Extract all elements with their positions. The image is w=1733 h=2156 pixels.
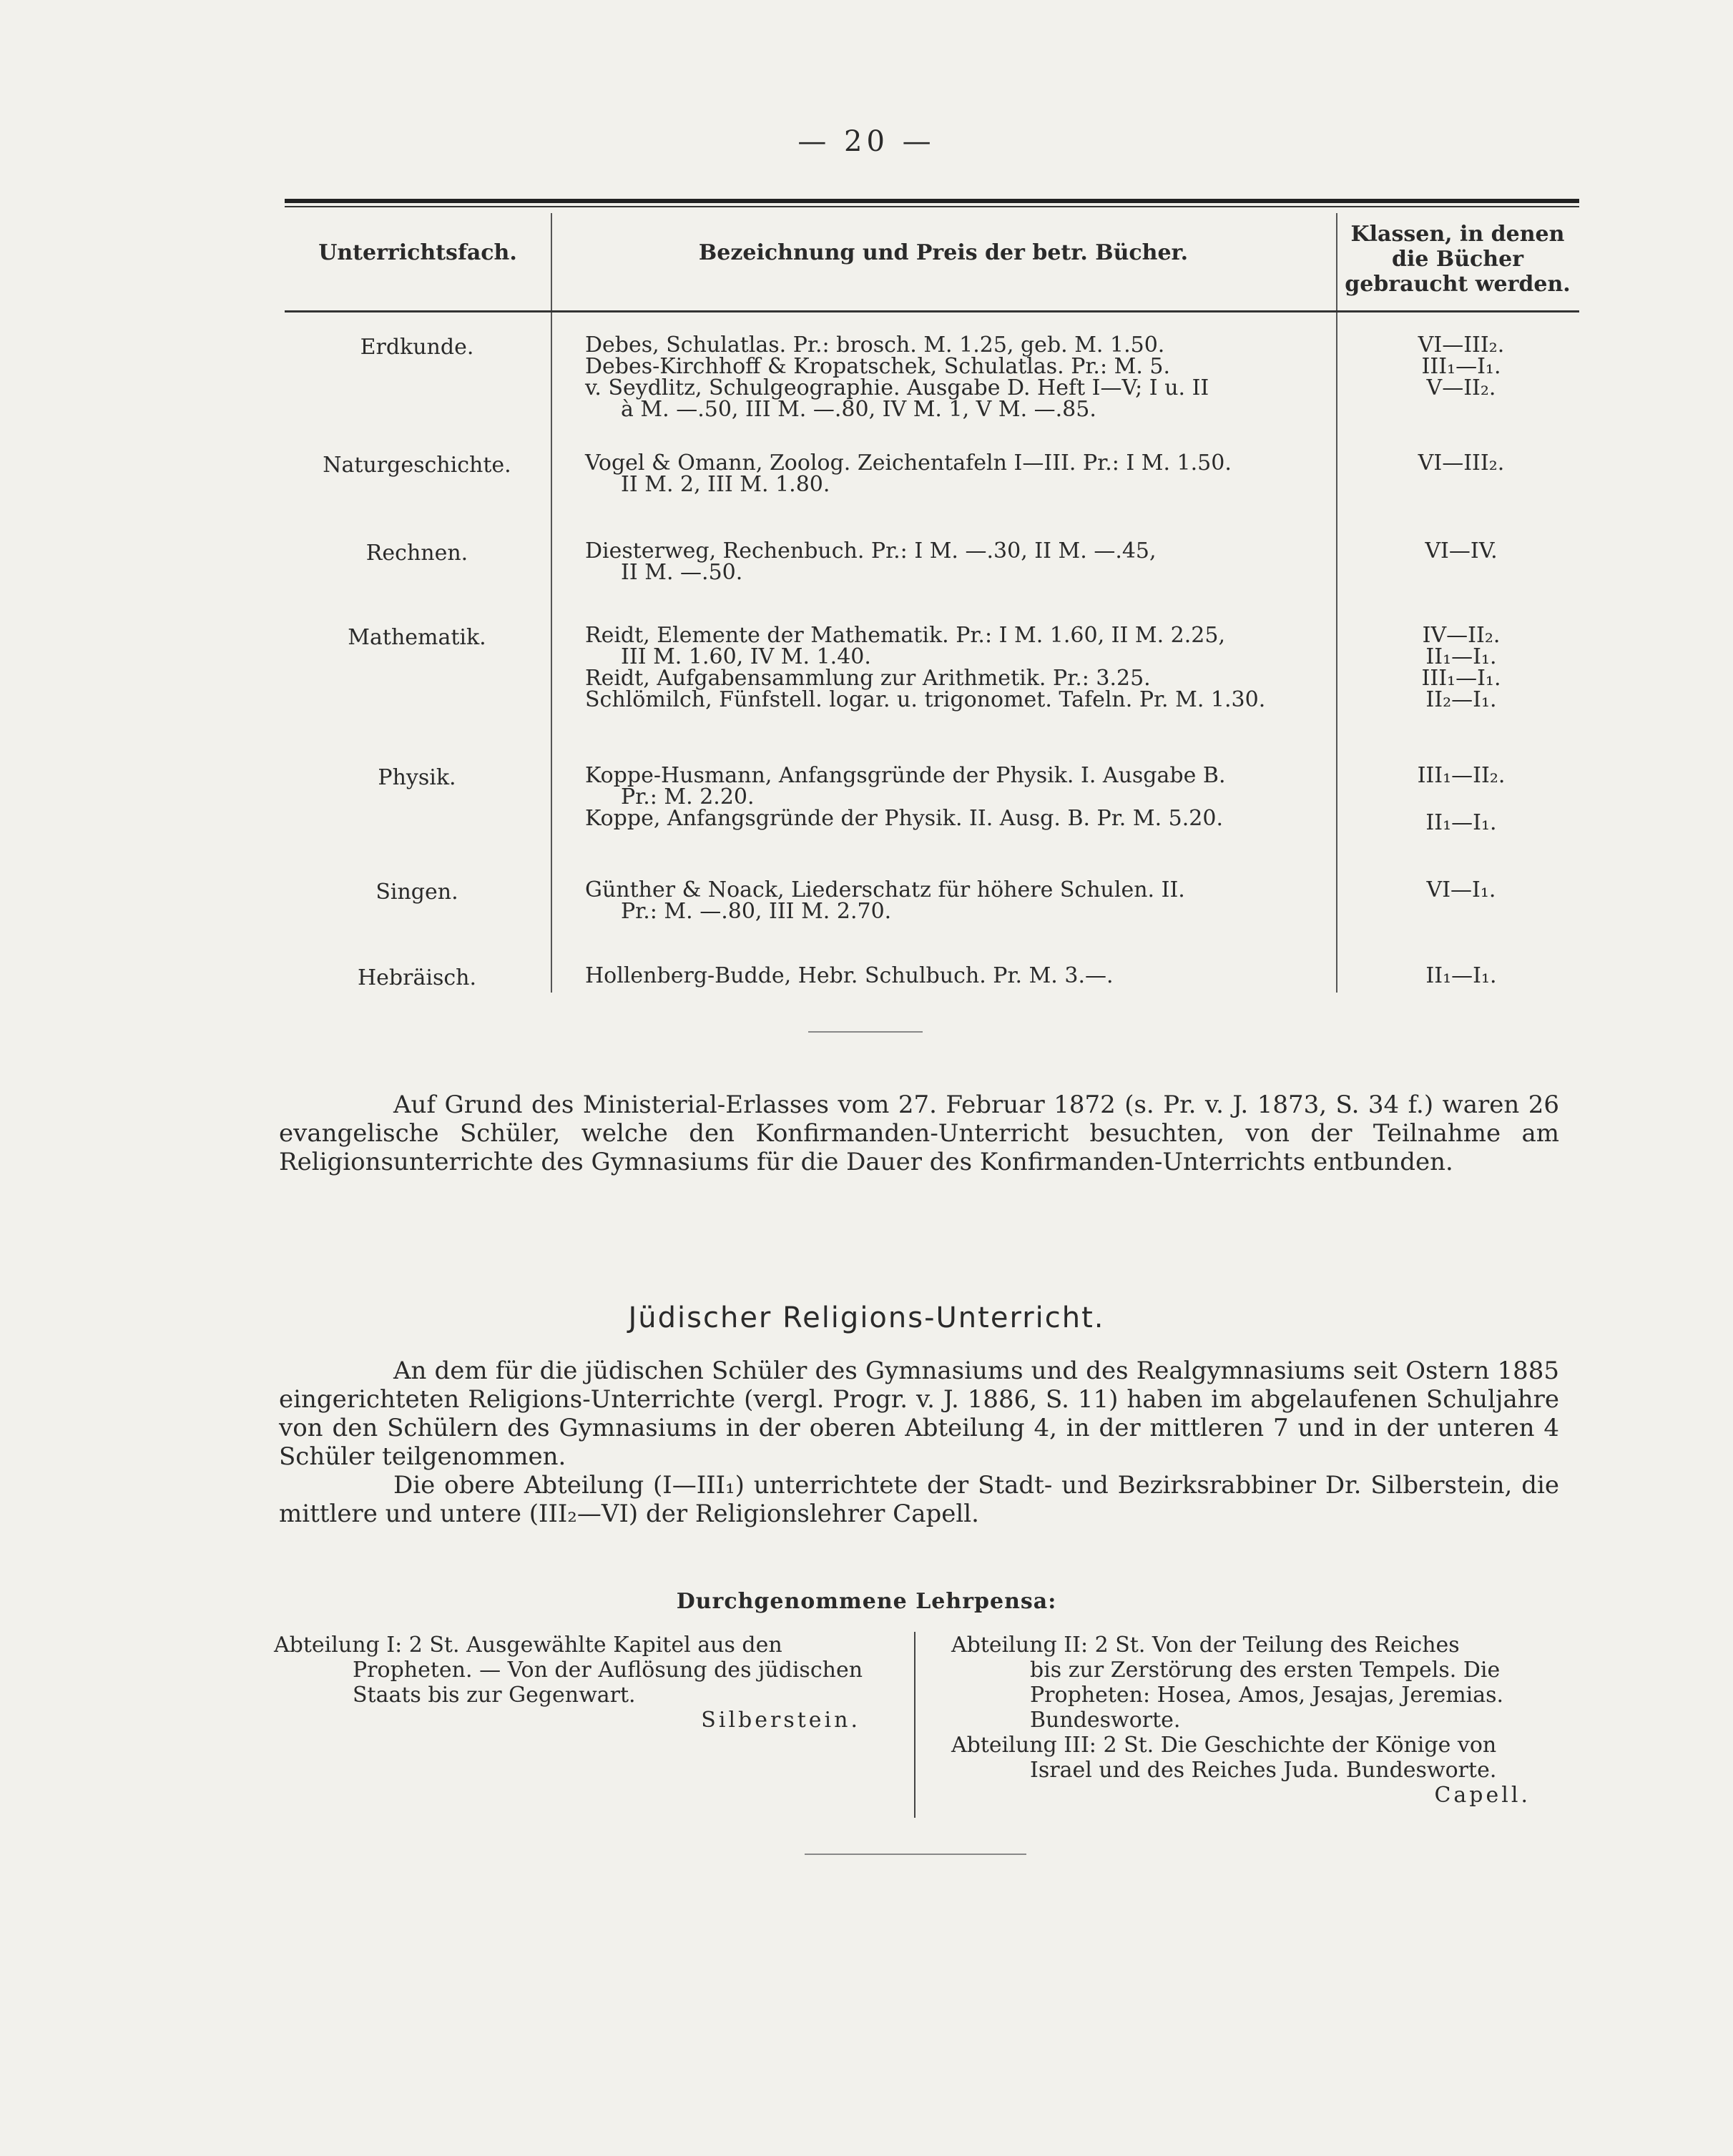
lehrpensa-left-column bbox=[274, 1633, 878, 1733]
lehrpensa-line: Propheten. — Von der Auflösung des jüdischen bbox=[353, 1658, 863, 1683]
table-header-rule bbox=[285, 310, 1579, 312]
paragraph-text: Auf Grund des Ministerial-Erlasses vom 27. Februar 1872 (s. Pr. v. J. 1873, S. 34 f.) waren 26 evangelische Schüler, welche den Konfirmanden-Unterricht besuchten, von der Teilnahme am Religionsunterrichte des Gymnasiums für die Dauer des Konfirmanden-Unterrichts entbunden. bbox=[279, 1091, 1559, 1176]
book-line: à M. —.50, III M. —.80, IV M. 1, V M. —.85. bbox=[621, 397, 1096, 422]
class-line: III₁—I₁. bbox=[1421, 666, 1501, 691]
signature: Capell. bbox=[1434, 1783, 1531, 1808]
book-line: Reidt, Elemente der Mathematik. Pr.: I M. 1.60, II M. 2.25, bbox=[585, 623, 1226, 648]
class-line bbox=[1343, 787, 1579, 808]
books-cell bbox=[585, 453, 1300, 496]
book-line: Günther & Noack, Liederschatz für höhere Schulen. II. bbox=[585, 877, 1185, 902]
page-number: — 20 — bbox=[797, 125, 936, 158]
paragraph-juedisch bbox=[279, 1357, 1559, 1528]
class-line: VI—III₂. bbox=[1418, 451, 1505, 476]
lehrpensa-line: Abteilung I: 2 St. Ausgewählte Kapitel aus den bbox=[274, 1633, 782, 1658]
books-cell bbox=[585, 625, 1300, 711]
class-line: II₁—I₁. bbox=[1425, 644, 1497, 669]
header-classes-line-3: gebraucht werden. bbox=[1345, 272, 1571, 297]
lehrpensa-line: Propheten: Hosea, Amos, Jesajas, Jeremias. bbox=[1030, 1683, 1504, 1708]
subject-cell: Naturgeschichte. bbox=[323, 453, 511, 478]
column-separator bbox=[914, 1632, 915, 1818]
class-line: V—II₂. bbox=[1426, 375, 1496, 400]
classes-cell bbox=[1343, 877, 1579, 902]
lehrpensa-line: Abteilung III: 2 St. Die Geschichte der Könige von bbox=[951, 1733, 1497, 1758]
classes-cell bbox=[1343, 765, 1579, 834]
class-line: VI—IV. bbox=[1425, 538, 1498, 563]
header-subject: Unterrichtsfach. bbox=[318, 240, 517, 265]
table-top-rule-thin bbox=[285, 206, 1579, 207]
header-classes bbox=[1336, 222, 1579, 297]
book-line: Vogel & Omann, Zoolog. Zeichentafeln I—III. Pr.: I M. 1.50. bbox=[585, 451, 1232, 476]
subject-cell: Rechnen. bbox=[365, 541, 468, 566]
class-line: II₂—I₁. bbox=[1425, 687, 1497, 712]
books-cell bbox=[585, 335, 1300, 420]
book-line: II M. 2, III M. 1.80. bbox=[621, 472, 830, 497]
classes-cell bbox=[1343, 965, 1579, 987]
class-line: IV—II₂. bbox=[1422, 623, 1501, 648]
lehrpensa-line: Bundesworte. bbox=[1030, 1708, 1181, 1733]
classes-cell bbox=[1343, 453, 1579, 474]
book-line: Pr.: M. 2.20. bbox=[621, 784, 755, 809]
lehrpensa-line: Staats bis zur Gegenwart. bbox=[353, 1683, 636, 1708]
table-top-rule bbox=[285, 199, 1579, 203]
book-line: Debes-Kirchhoff & Kropatschek, Schulatlas. Pr.: M. 5. bbox=[585, 354, 1171, 379]
column-divider-2 bbox=[1336, 213, 1337, 993]
subject-cell: Mathematik. bbox=[348, 625, 486, 650]
subject-cell: Physik. bbox=[378, 765, 456, 790]
divider-rule bbox=[808, 1031, 923, 1033]
lehrpensa-right-column bbox=[951, 1633, 1563, 1808]
subject-cell: Singen. bbox=[375, 880, 458, 905]
book-line: Diesterweg, Rechenbuch. Pr.: I M. —.30, II M. —.45, bbox=[585, 538, 1157, 563]
class-line: VI—III₂. bbox=[1418, 333, 1505, 358]
books-cell bbox=[585, 538, 1300, 585]
lehrpensa-title: Durchgenommene Lehrpensa: bbox=[676, 1589, 1057, 1614]
signature: Silberstein. bbox=[701, 1708, 860, 1733]
subject-cell: Hebräisch. bbox=[358, 965, 476, 990]
lehrpensa-line: Israel und des Reiches Juda. Bundesworte. bbox=[1030, 1758, 1497, 1783]
classes-cell bbox=[1343, 335, 1579, 399]
subject-cell: Erdkunde. bbox=[360, 335, 474, 360]
book-line: Hollenberg-Budde, Hebr. Schulbuch. Pr. M. 3.—. bbox=[585, 963, 1114, 988]
section-title: Jüdischer Religions-Unterricht. bbox=[628, 1301, 1105, 1334]
header-classes-line-2: die Bücher bbox=[1391, 247, 1524, 272]
class-line: VI—I₁. bbox=[1426, 877, 1496, 902]
classes-cell bbox=[1343, 625, 1579, 711]
header-classes-line-1: Klassen, in denen bbox=[1350, 222, 1565, 247]
book-line: Pr.: M. —.80, III M. 2.70. bbox=[621, 899, 892, 924]
book-line: Koppe-Husmann, Anfangsgründe der Physik. I. Ausgabe B. bbox=[585, 763, 1226, 788]
book-line: v. Seydlitz, Schulgeographie. Ausgabe D. Heft I—V; I u. II bbox=[585, 375, 1209, 400]
book-line: II M. —.50. bbox=[621, 560, 743, 585]
paragraph-text: Die obere Abteilung (I—III₁) unterrichtete der Stadt- und Bezirksrabbiner Dr. Silberstein, die mittlere und untere (III₂—VI) der Religionslehrer Capell. bbox=[279, 1471, 1559, 1528]
paragraph-konfirmanden bbox=[279, 1091, 1559, 1176]
lehrpensa-line: bis zur Zerstörung des ersten Tempels. Die bbox=[1030, 1658, 1501, 1683]
book-line: Koppe, Anfangsgründe der Physik. II. Ausg. B. Pr. M. 5.20. bbox=[585, 806, 1223, 831]
paragraph-text: An dem für die jüdischen Schüler des Gymnasiums und des Realgymnasiums seit Ostern 1885 eingerichteten Religions-Unterrichte (vergl. Progr. v. J. 1886, S. 11) haben im abgelaufenen Schuljahre von den Schülern des Gymnasiums in der oberen Abteilung 4, in der mittleren 7 und in der unteren 4 Schüler teilgenommen. bbox=[279, 1357, 1559, 1471]
book-line: III M. 1.60, IV M. 1.40. bbox=[621, 644, 871, 669]
book-line: Schlömilch, Fünfstell. logar. u. trigonomet. Tafeln. Pr. M. 1.30. bbox=[585, 687, 1266, 712]
lehrpensa-line: Abteilung II: 2 St. Von der Teilung des Reiches bbox=[951, 1633, 1460, 1658]
classes-cell bbox=[1343, 538, 1579, 563]
class-line: II₁—I₁. bbox=[1425, 963, 1497, 988]
class-line: III₁—II₂. bbox=[1417, 763, 1506, 788]
column-divider-1 bbox=[551, 213, 552, 993]
book-line: Reidt, Aufgabensammlung zur Arithmetik. Pr.: 3.25. bbox=[585, 666, 1151, 691]
books-cell bbox=[585, 877, 1300, 924]
class-line: III₁—I₁. bbox=[1421, 354, 1501, 379]
divider-rule-bottom bbox=[805, 1854, 1026, 1855]
book-line: Debes, Schulatlas. Pr.: brosch. M. 1.25, geb. M. 1.50. bbox=[585, 333, 1165, 358]
books-cell bbox=[585, 965, 1300, 987]
class-line: II₁—I₁. bbox=[1425, 810, 1497, 835]
books-cell bbox=[585, 765, 1300, 830]
header-books: Bezeichnung und Preis der betr. Bücher. bbox=[698, 240, 1189, 265]
